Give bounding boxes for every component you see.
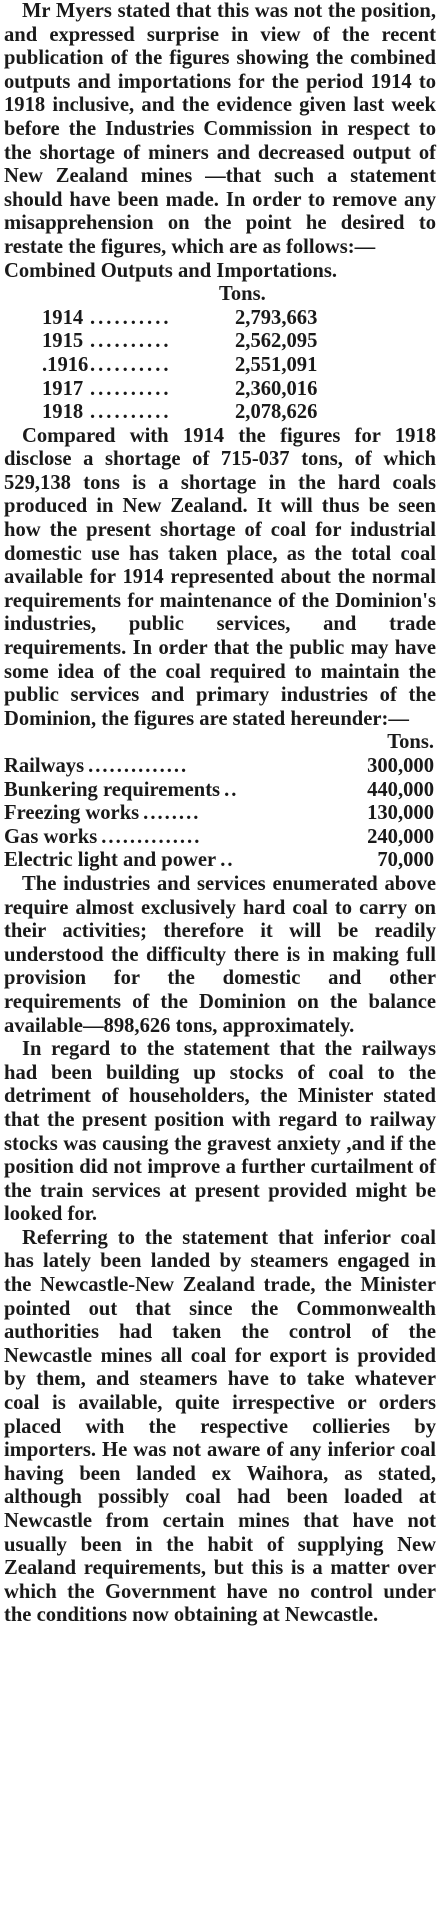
use-cell: Railways [4,755,85,777]
use-cell: Bunkering requirements [4,778,221,801]
article-paragraph-3: The industries and services enumerated above require almost exclusively hard coal to carry on their activities; therefore it will be readily understood the difficulty there is in making full provision for the domestic and other requirements of the Dominion on the balance available—898,626 tons, approximately. [4,872,436,1037]
article-paragraph-4: In regard to the statement that the railways had been building up stocks of coal to the detriment of householders, the Minister stated that the present position with regard to railway stocks was causing the gravest anxiety ,and if the position did not improve a further curtailment of the train services at present provided might be looked for. [4,1038,436,1226]
table-row [4,401,436,425]
tons-cell: 240,000 [367,825,434,848]
tons-cell: 130,000 [367,802,434,825]
dot-leader: .......... [90,330,172,353]
tons-cell: 2,078,626 [235,401,318,424]
dot-leader: ........ [143,802,201,825]
dot-leader: .. [224,778,239,801]
dot-leader: .......... [90,377,172,400]
tons-cell: 2,551,091 [235,353,318,376]
table-row [4,802,436,826]
table-row [4,779,436,803]
dot-leader: .......... [90,353,172,376]
dot-leader: .......... [90,306,172,329]
tons-cell: 2,360,016 [235,377,318,400]
table-row [4,378,436,402]
table-2-units: Tons. [387,731,434,754]
year-cell: 1914 [42,306,84,329]
dot-leader: .. [220,849,235,872]
table-1-heading: Combined Outputs and Importations. [4,259,338,282]
dot-leader: .............. [88,755,189,777]
tons-cell: 440,000 [367,778,434,801]
outputs-table [4,307,436,425]
table-row [4,354,436,378]
use-cell: Freezing works [4,802,140,825]
year-cell: 1918 [42,401,84,424]
use-cell: Electric light and power [4,849,217,872]
tons-cell: 300,000 [367,755,434,777]
tons-cell: 2,562,095 [235,330,318,353]
tons-cell: 2,793,663 [235,306,318,329]
year-cell: 1915 [42,330,84,353]
year-cell: .1916 [42,353,89,376]
requirements-table [4,755,436,873]
article-paragraph-2: Compared with 1914 the figures for 1918 disclose a shortage of 715-037 tons, of which 529,138 tons is a shortage in the hard coals produced in New Zealand. It will thus be seen how the present shortage of coal for industrial domestic use has taken place, as the total coal available for 1914 represented about the normal requirements for maintenance of the Dominion's industries, public services, and trade requirements. In order that the public may have some idea of the coal required to maintain the public services and primary industries of the Dominion, the figures are stated hereunder:— [4,424,436,730]
tons-cell: 70,000 [377,849,434,872]
table-row [4,307,436,331]
table-row [4,330,436,354]
dot-leader: .............. [101,825,202,848]
dot-leader: .......... [90,401,172,424]
table-1-units: Tons. [219,283,266,306]
article-paragraph-5: Referring to the statement that inferior coal has lately been landed by steamers engaged in the Newcastle-New Zealand trade, the Minister pointed out that since the Commonwealth authorities had taken the control of the Newcastle mines all coal for export is provided by them, and steamers have to take whatever coal is available, quite irrespective or orders placed with the respective collieries by importers. He was not aware of any inferior coal having been landed ex Waihora, as stated, although possibly coal had been loaded at Newcastle from certain mines that have not usually been in the habit of supplying New Zealand requirements, but this is a matter over which the Government have no control under the conditions now obtaining at Newcastle. [4,1226,436,1627]
table-row [4,826,436,850]
use-cell: Gas works [4,825,98,848]
article-paragraph-1: Mr Myers stated that this was not the position, and expressed surprise in view of the recent publication of the figures showing the combined outputs and importations for the period 1914 to 1918 inclusive, and the evidence given last week before the Industries Commission in respect to the shortage of miners and decreased output of New Zealand mines —that such a statement should have been made. In order to remove any misapprehension on the point he desired to restate the figures, which are as follows:— [4,0,436,258]
year-cell: 1917 [42,377,84,400]
table-row [4,849,436,873]
table-row [4,755,436,779]
